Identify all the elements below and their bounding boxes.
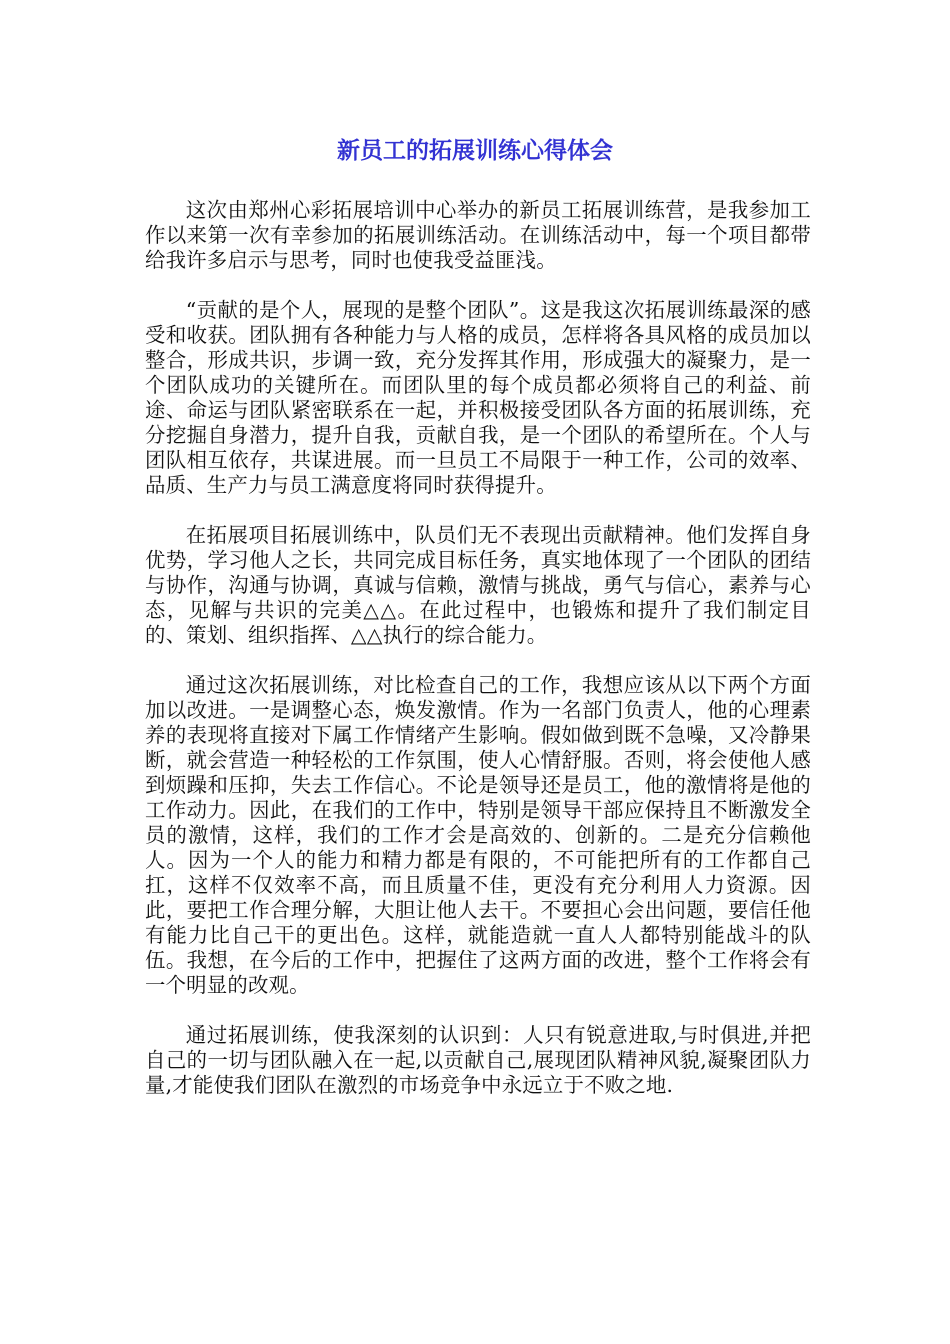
document-title: 新员工的拓展训练心得体会: [337, 138, 613, 164]
paragraph-team-contribution: “贡献的是个人，展现的是整个团队”。这是我这次拓展训练最深的感受和收获。团队拥有各种能力与人格的成员，怎样将各具风格的成员加以整合，形成共识，步调一致，充分发挥其作用，形成强大的凝聚力，是一个团队成功的关键所在。而团队里的每个成员都必须将自己的利益、前途、命运与团队紧密联系在一起，并积极接受团队各方面的拓展训练，充分挖掘自身潜力，提升自我，贡献自我，是一个团队的希望所在。个人与团队相互依存，共谋进展。而一旦员工不局限于一种工作，公司的效率、品质、生产力与员工满意度将同时获得提升。: [145, 298, 811, 497]
document-body: [145, 198, 811, 1123]
paragraph-project-training: 在拓展项目拓展训练中，队员们无不表现出贡献精神。他们发挥自身优势，学习他人之长，共同完成目标任务，真实地体现了一个团队的团结与协作，沟通与协调，真诚与信赖，激情与挑战，勇气与信心，素养与心态，见解与共识的完美△△。在此过程中，也锻炼和提升了我们制定目的、策划、组织指挥、△△执行的综合能力。: [145, 523, 811, 647]
paragraph-intro: 这次由郑州心彩拓展培训中心举办的新员工拓展训练营，是我参加工作以来第一次有幸参加的拓展训练活动。在训练活动中，每一个项目都带给我许多启示与思考，同时也使我受益匪浅。: [145, 198, 811, 272]
paragraph-improvements: 通过这次拓展训练，对比检查自己的工作，我想应该从以下两个方面加以改进。一是调整心态，焕发激情。作为一名部门负责人，他的心理素养的表现将直接对下属工作情绪产生影响。假如做到既不急噪，又冷静果断，就会营造一种轻松的工作氛围，使人心情舒服。否则，将会使他人感到烦躁和压抑，失去工作信心。不论是领导还是员工，他的激情将是他的工作动力。因此，在我们的工作中，特别是领导干部应保持且不断激发全员的激情，这样，我们的工作才会是高效的、创新的。二是充分信赖他人。因为一个人的能力和精力都是有限的，不可能把所有的工作都自己扛，这样不仅效率不高，而且质量不佳，更没有充分利用人力资源。因此，要把工作合理分解，大胆让他人去干。不要担心会出问题，要信任他有能力比自己干的更出色。这样，就能造就一直人人都特别能战斗的队伍。我想，在今后的工作中，把握住了这两方面的改进，整个工作将会有一个明显的改观。: [145, 673, 811, 997]
paragraph-conclusion: 通过拓展训练，使我深刻的认识到：人只有锐意进取,与时俱进,并把自己的一切与团队融入在一起,以贡献自己,展现团队精神风貌,凝聚团队力量,才能使我们团队在激烈的市场竞争中永远立于不败之地.: [145, 1023, 811, 1097]
